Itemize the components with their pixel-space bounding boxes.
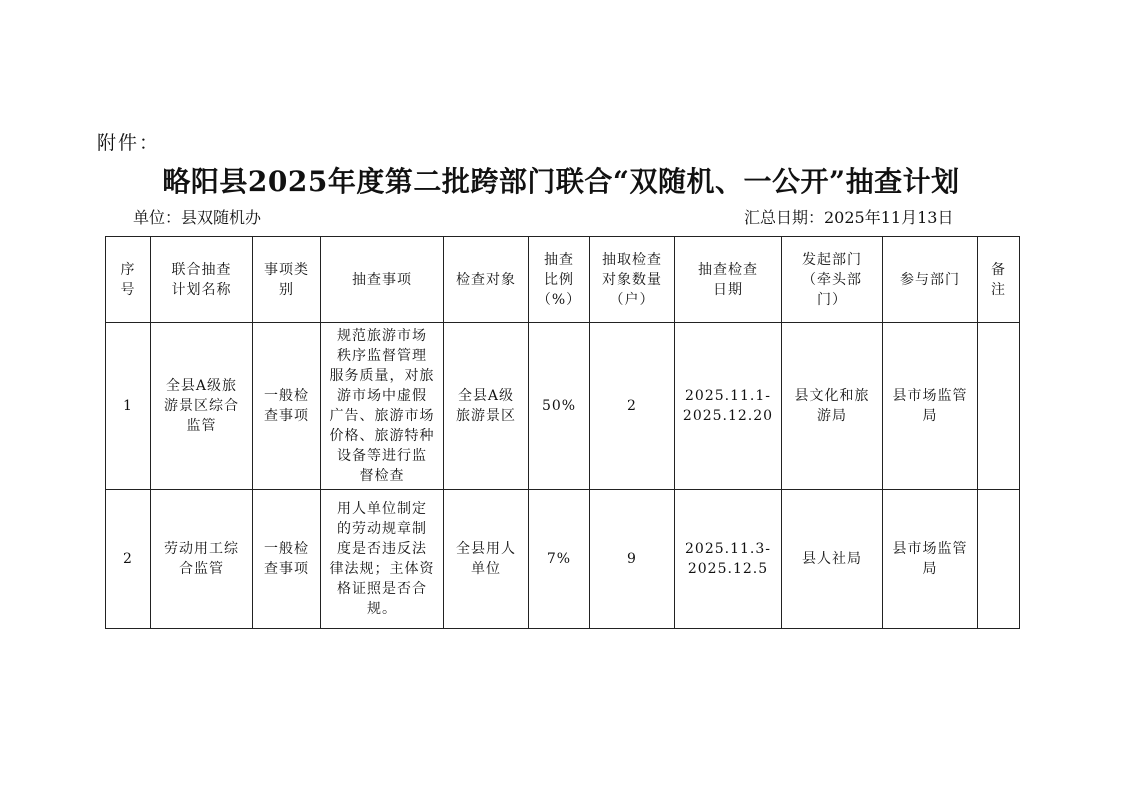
header-cell-no: 序 号: [106, 237, 151, 323]
inspection-plan-table: [105, 236, 1020, 629]
cell-plan-name: 劳动用工综 合监管: [151, 490, 253, 629]
table-header-row: [106, 237, 1020, 323]
header-cell-items: 抽查事项: [321, 237, 444, 323]
cell-targets: 全县用人 单位: [444, 490, 529, 629]
header-cell-category: 事项类 别: [253, 237, 321, 323]
page-title: 略阳县2025年度第二批跨部门联合“双随机、一公开”抽查计划: [162, 165, 960, 198]
cell-dates: 2025.11.3- 2025.12.5: [675, 490, 782, 629]
cell-participants: 县市场监管 局: [883, 323, 978, 490]
cell-no: 1: [106, 323, 151, 490]
header-cell-remarks: 备 注: [978, 237, 1020, 323]
cell-dates: 2025.11.1- 2025.12.20: [675, 323, 782, 490]
header-cell-ratio: 抽查 比例 （%）: [529, 237, 590, 323]
cell-ratio: 7%: [529, 490, 590, 629]
cell-targets: 全县A级 旅游景区: [444, 323, 529, 490]
cell-items: 用人单位制定 的劳动规章制 度是否违反法 律法规；主体资 格证照是否合 规。: [321, 490, 444, 629]
cell-count: 9: [590, 490, 675, 629]
cell-remarks: [978, 490, 1020, 629]
table-row: [106, 490, 1020, 629]
cell-count: 2: [590, 323, 675, 490]
header-cell-plan-name: 联合抽查 计划名称: [151, 237, 253, 323]
cell-category: 一般检 查事项: [253, 323, 321, 490]
cell-category: 一般检 查事项: [253, 490, 321, 629]
attachment-label: 附件：: [97, 132, 161, 154]
cell-items: 规范旅游市场 秩序监督管理 服务质量，对旅 游市场中虚假 广告、旅游市场 价格、旅游特种 设备等进行监 督检查: [321, 323, 444, 490]
cell-no: 2: [106, 490, 151, 629]
cell-lead-dept: 县人社局: [782, 490, 883, 629]
cell-lead-dept: 县文化和旅 游局: [782, 323, 883, 490]
unit-label: 单位：县双随机办: [133, 208, 262, 227]
summary-date: 汇总日期：2025年11月13日: [744, 208, 954, 227]
table-row: [106, 323, 1020, 490]
header-cell-count: 抽取检查 对象数量 （户）: [590, 237, 675, 323]
header-cell-targets: 检查对象: [444, 237, 529, 323]
header-cell-lead-dept: 发起部门 （牵头部 门）: [782, 237, 883, 323]
header-cell-dates: 抽查检查 日期: [675, 237, 782, 323]
cell-remarks: [978, 323, 1020, 490]
cell-plan-name: 全县A级旅 游景区综合 监管: [151, 323, 253, 490]
cell-ratio: 50%: [529, 323, 590, 490]
cell-participants: 县市场监管 局: [883, 490, 978, 629]
header-cell-participants: 参与部门: [883, 237, 978, 323]
